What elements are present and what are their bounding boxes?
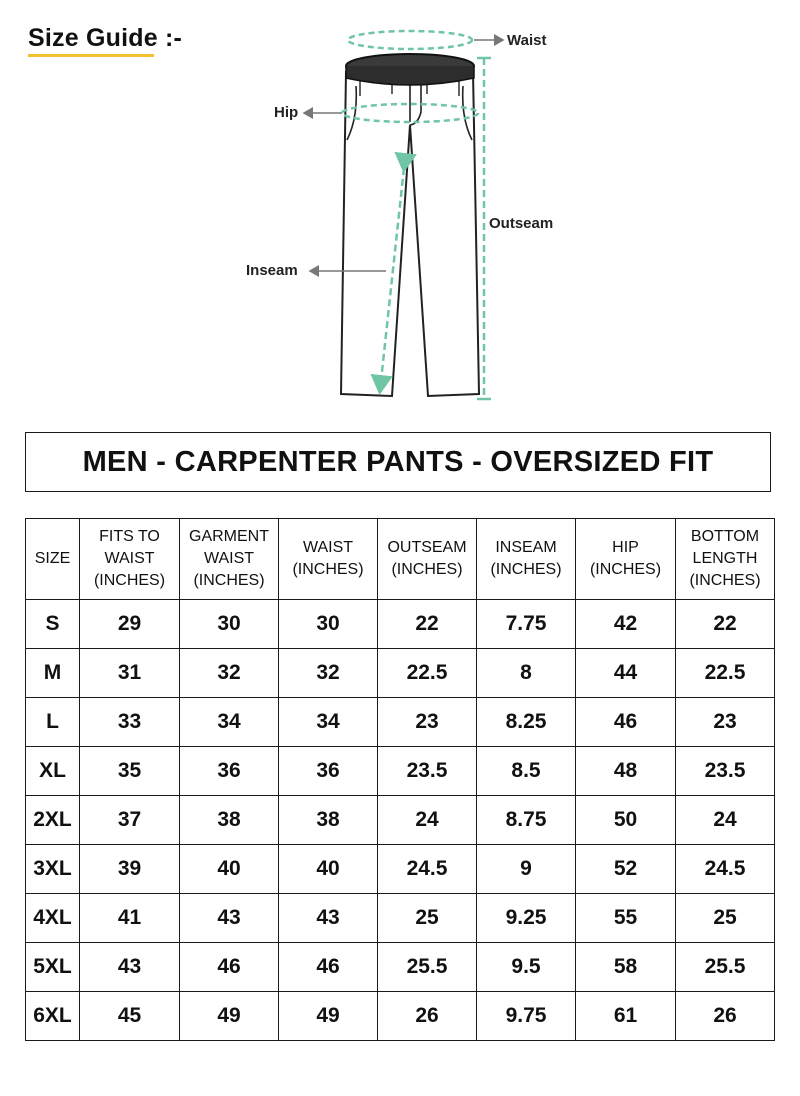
outseam-label: Outseam xyxy=(489,215,554,232)
column-header xyxy=(279,519,378,600)
table-row xyxy=(26,747,775,796)
measurement-cell: 52 xyxy=(576,845,676,894)
product-title-banner: MEN - CARPENTER PANTS - OVERSIZED FIT xyxy=(25,432,771,492)
size-guide-title: Size Guide :- xyxy=(28,24,183,52)
measurement-cell: 25.5 xyxy=(378,943,477,992)
measurement-cell: 49 xyxy=(180,992,279,1041)
measurement-cell: 40 xyxy=(180,845,279,894)
measurement-cell: 50 xyxy=(576,796,676,845)
measurement-cell: 24.5 xyxy=(676,845,775,894)
column-header-line: OUTSEAM xyxy=(387,539,467,556)
measurement-cell: 36 xyxy=(180,747,279,796)
measurement-cell: 31 xyxy=(80,649,180,698)
column-header xyxy=(180,519,279,600)
measurement-cell: 46 xyxy=(180,943,279,992)
measurement-cell: 34 xyxy=(279,698,378,747)
pants-outline xyxy=(341,72,479,396)
measurement-cell: 38 xyxy=(180,796,279,845)
measurement-cell: 45 xyxy=(80,992,180,1041)
column-header xyxy=(378,519,477,600)
column-header-line: FITS TO xyxy=(99,528,160,545)
column-header-line: GARMENT xyxy=(189,528,269,545)
column-header-line: (INCHES) xyxy=(193,572,265,589)
measurement-cell: 49 xyxy=(279,992,378,1041)
measurement-cell: 58 xyxy=(576,943,676,992)
table-row xyxy=(26,845,775,894)
measurement-cell: 26 xyxy=(676,992,775,1041)
measurement-cell: 9.75 xyxy=(477,992,576,1041)
measurement-cell: 35 xyxy=(80,747,180,796)
column-header-line: (INCHES) xyxy=(689,572,761,589)
table-body xyxy=(26,600,775,1041)
size-cell: 5XL xyxy=(26,943,80,992)
column-header-line: (INCHES) xyxy=(589,561,662,578)
column-header xyxy=(576,519,676,600)
measurement-cell: 30 xyxy=(180,600,279,649)
measurement-cell: 42 xyxy=(576,600,676,649)
size-cell: 6XL xyxy=(26,992,80,1041)
measurement-cell: 24.5 xyxy=(378,845,477,894)
column-header-line: INSEAM xyxy=(495,539,557,556)
measurement-cell: 32 xyxy=(180,649,279,698)
size-cell: L xyxy=(26,698,80,747)
measurement-cell: 9.5 xyxy=(477,943,576,992)
measurement-cell: 26 xyxy=(378,992,477,1041)
column-header-line: WAIST xyxy=(203,550,255,567)
inseam-label: Inseam xyxy=(246,262,298,279)
measurement-cell: 25 xyxy=(676,894,775,943)
waist-label: Waist xyxy=(507,32,547,49)
column-header xyxy=(80,519,180,600)
measurement-cell: 38 xyxy=(279,796,378,845)
measurement-cell: 34 xyxy=(180,698,279,747)
measurement-cell: 23 xyxy=(676,698,775,747)
column-header-line: WAIST xyxy=(302,539,354,556)
measurement-cell: 23.5 xyxy=(676,747,775,796)
waist-measure-line xyxy=(348,31,472,49)
size-cell: S xyxy=(26,600,80,649)
measurement-cell: 46 xyxy=(279,943,378,992)
measurement-cell: 8 xyxy=(477,649,576,698)
measurement-cell: 24 xyxy=(676,796,775,845)
measurement-cell: 22.5 xyxy=(676,649,775,698)
measurement-cell: 9.25 xyxy=(477,894,576,943)
column-header-line: SIZE xyxy=(34,550,71,567)
column-header xyxy=(676,519,775,600)
measurement-cell: 30 xyxy=(279,600,378,649)
measurement-cell: 22 xyxy=(378,600,477,649)
column-header xyxy=(477,519,576,600)
column-header-line: WAIST xyxy=(104,550,155,567)
table-row xyxy=(26,894,775,943)
measurement-cell: 43 xyxy=(180,894,279,943)
measurement-cell: 46 xyxy=(576,698,676,747)
column-header xyxy=(26,519,80,600)
measurement-cell: 55 xyxy=(576,894,676,943)
measurement-cell: 37 xyxy=(80,796,180,845)
size-cell: 4XL xyxy=(26,894,80,943)
column-header-line: (INCHES) xyxy=(490,561,562,578)
table-row xyxy=(26,992,775,1041)
size-cell: 2XL xyxy=(26,796,80,845)
measurement-cell: 25.5 xyxy=(676,943,775,992)
column-header-line: LENGTH xyxy=(692,550,758,567)
hip-label: Hip xyxy=(274,104,299,121)
measurement-cell: 41 xyxy=(80,894,180,943)
measurement-cell: 8.5 xyxy=(477,747,576,796)
table-row xyxy=(26,698,775,747)
measurement-cell: 61 xyxy=(576,992,676,1041)
measurement-cell: 43 xyxy=(279,894,378,943)
measurement-cell: 44 xyxy=(576,649,676,698)
measurement-cell: 22 xyxy=(676,600,775,649)
size-chart-table xyxy=(25,518,775,1041)
measurement-cell: 29 xyxy=(80,600,180,649)
column-header-line: (INCHES) xyxy=(93,572,166,589)
measurement-cell: 8.25 xyxy=(477,698,576,747)
table-row xyxy=(26,600,775,649)
table-row xyxy=(26,796,775,845)
measurement-cell: 9 xyxy=(477,845,576,894)
measurement-cell: 25 xyxy=(378,894,477,943)
measurement-cell: 24 xyxy=(378,796,477,845)
table-row xyxy=(26,649,775,698)
measurement-cell: 48 xyxy=(576,747,676,796)
column-header-line: HIP xyxy=(612,539,639,556)
table-row xyxy=(26,943,775,992)
measurement-cell: 36 xyxy=(279,747,378,796)
measurement-cell: 40 xyxy=(279,845,378,894)
measurement-cell: 7.75 xyxy=(477,600,576,649)
header-row xyxy=(26,519,775,600)
measurement-cell: 23 xyxy=(378,698,477,747)
measurement-cell: 8.75 xyxy=(477,796,576,845)
size-cell: 3XL xyxy=(26,845,80,894)
measurement-cell: 22.5 xyxy=(378,649,477,698)
measurement-cell: 23.5 xyxy=(378,747,477,796)
measurement-cell: 32 xyxy=(279,649,378,698)
column-header-line: (INCHES) xyxy=(391,561,463,578)
measurement-cell: 33 xyxy=(80,698,180,747)
measurement-cell: 39 xyxy=(80,845,180,894)
size-cell: M xyxy=(26,649,80,698)
column-header-line: (INCHES) xyxy=(292,561,364,578)
measurement-cell: 43 xyxy=(80,943,180,992)
pants-measurement-diagram xyxy=(0,0,800,420)
column-header-line: BOTTOM xyxy=(690,528,760,545)
size-cell: XL xyxy=(26,747,80,796)
